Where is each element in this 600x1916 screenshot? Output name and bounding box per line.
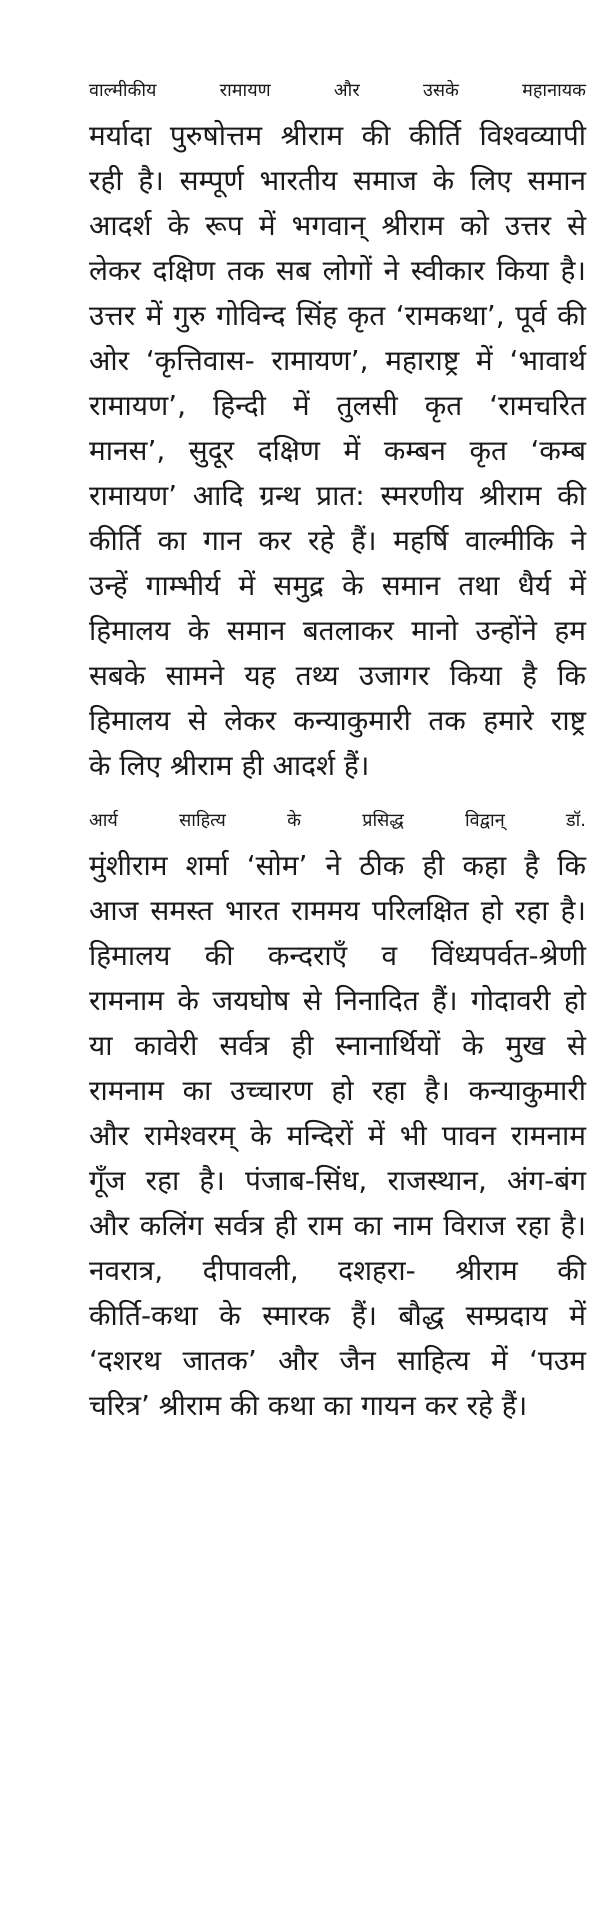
text-line: गूँज रहा है। पंजाब-सिंध, राजस्थान, अंग-बंग: [89, 1164, 586, 1197]
text-line: मर्यादा पुरुषोत्तम श्रीराम की कीर्ति विश्वव्यापी: [89, 119, 586, 152]
text-line: और कलिंग सर्वत्र ही राम का नाम विराज रहा है।: [89, 1209, 586, 1242]
text-line: हिमालय के समान बतलाकर मानो उन्होंने हम: [89, 614, 586, 647]
text-line: लेकर दक्षिण तक सब लोगों ने स्वीकार किया है।: [89, 254, 586, 287]
text-line: आर्य साहित्य के प्रसिद्ध विद्वान् डॉ.: [89, 810, 586, 831]
text-line: रामायण’, हिन्दी में तुलसी कृत ‘रामचरित: [89, 389, 586, 422]
text-line: सबके सामने यह तथ्य उजागर किया है कि: [89, 659, 586, 692]
text-line: उन्हें गाम्भीर्य में समुद्र के समान तथा धैर्य में: [89, 569, 586, 602]
text-line: रामायण’ आदि ग्रन्थ प्रात: स्मरणीय श्रीराम की: [89, 479, 586, 512]
text-line: रही है। सम्पूर्ण भारतीय समाज के लिए समान: [89, 164, 586, 197]
text-line: मुंशीराम शर्मा ‘सोम’ ने ठीक ही कहा है कि: [89, 849, 586, 882]
paragraph-2: [34, 798, 586, 1428]
text-line: आज समस्त भारत राममय परिलक्षित हो रहा है।: [89, 894, 586, 927]
text-line: के लिए श्रीराम ही आदर्श हैं।: [89, 749, 370, 782]
text-line: चरित्र’ श्रीराम की कथा का गायन कर रहे हैं।: [89, 1389, 528, 1422]
text-line: या कावेरी सर्वत्र ही स्नानार्थियों के मुख से: [89, 1029, 586, 1062]
text-line: हिमालय की कन्दराएँ व विंध्यपर्वत-श्रेणी: [89, 939, 586, 972]
text-line: ‘दशरथ जातक’ और जैन साहित्य में ‘पउम: [89, 1344, 586, 1377]
paragraph-1: [34, 68, 586, 788]
text-line: नवरात्र, दीपावली, दशहरा- श्रीराम की: [89, 1254, 586, 1287]
document-page: [34, 68, 586, 1428]
text-line: रामनाम का उच्चारण हो रहा है। कन्याकुमारी: [89, 1074, 586, 1107]
text-line: वाल्मीकीय रामायण और उसके महानायक: [89, 80, 586, 101]
text-line: रामनाम के जयघोष से निनादित हैं। गोदावरी हो: [89, 984, 586, 1017]
text-line: उत्तर में गुरु गोविन्द सिंह कृत ‘रामकथा’, पूर्व की: [89, 299, 586, 332]
text-line: कीर्ति का गान कर रहे हैं। महर्षि वाल्मीकि ने: [89, 524, 586, 557]
text-line: हिमालय से लेकर कन्याकुमारी तक हमारे राष्ट्र: [89, 704, 586, 737]
text-line: आदर्श के रूप में भगवान् श्रीराम को उत्तर से: [89, 209, 586, 242]
text-line: ओर ‘कृत्तिवास- रामायण’, महाराष्ट्र में ‘भावार्थ: [89, 344, 586, 377]
text-line: और रामेश्वरम् के मन्दिरों में भी पावन रामनाम: [89, 1119, 586, 1152]
text-line: मानस’, सुदूर दक्षिण में कम्बन कृत ‘कम्ब: [89, 434, 586, 467]
text-line: कीर्ति-कथा के स्मारक हैं। बौद्ध सम्प्रदाय में: [89, 1299, 586, 1332]
